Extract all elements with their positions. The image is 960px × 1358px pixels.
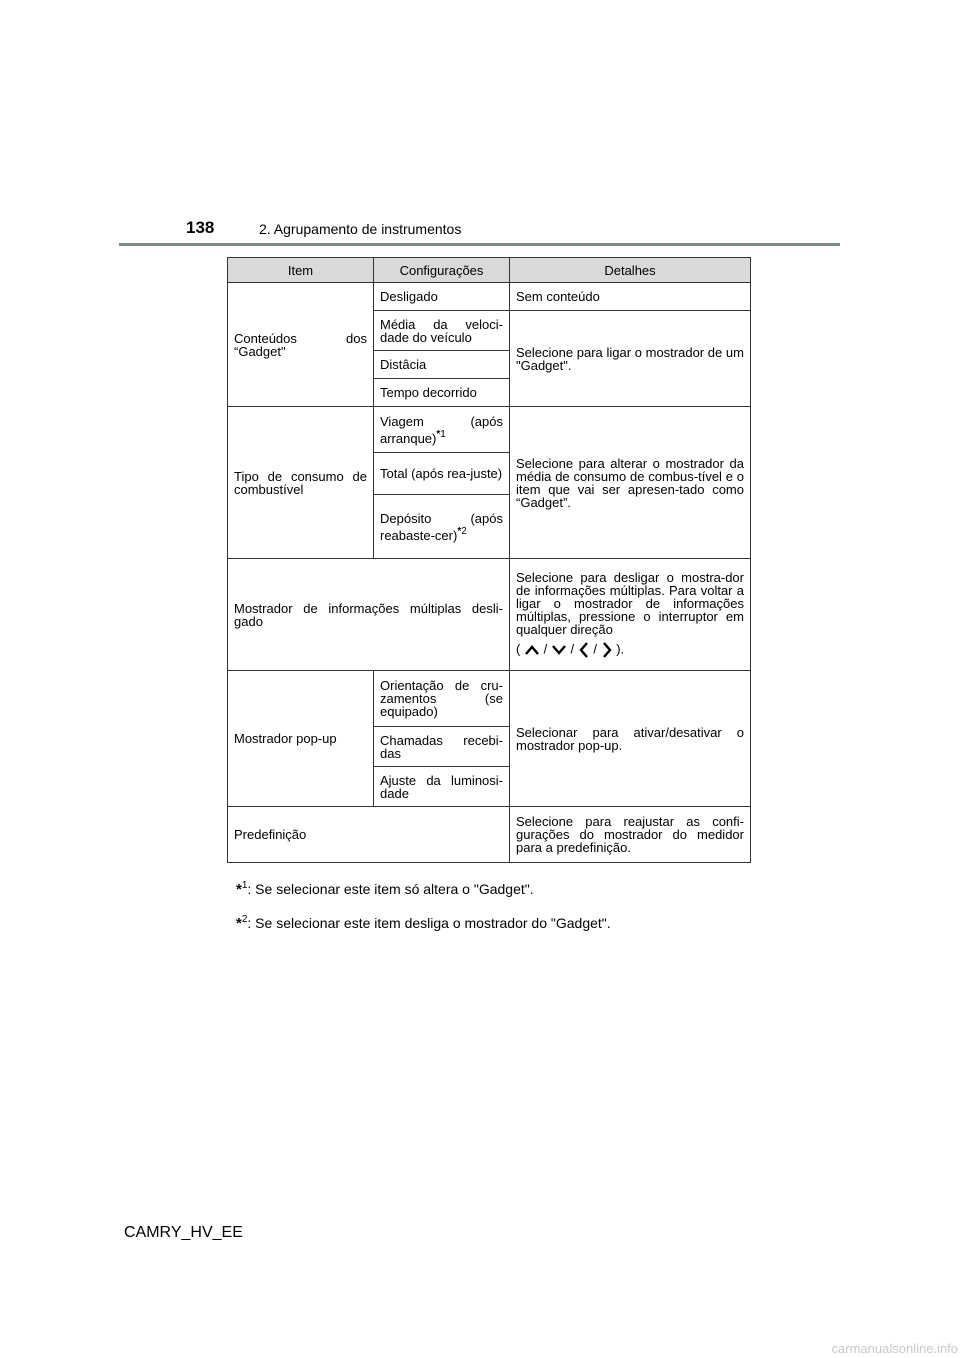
- watermark: carmanualsonline.info: [831, 1341, 958, 1356]
- setting-cell: Distâcia: [374, 351, 510, 379]
- setting-cell: Média da veloci-dade do veículo: [374, 311, 510, 351]
- table-row: [228, 671, 751, 727]
- detail-cell: Selecione para ligar o mostrador de um "Gadget".: [510, 311, 751, 407]
- chevron-left-icon: [578, 641, 590, 659]
- detail-cell: Sem conteúdo: [510, 283, 751, 311]
- item-cell-popup: Mostrador pop-up: [228, 671, 374, 807]
- column-header-settings: Configurações: [374, 258, 510, 283]
- asterisk-glyph: *: [236, 881, 242, 898]
- setting-cell: Viagem (após arranque)$^{*1}$: [374, 407, 510, 453]
- setting-cell: Ajuste da luminosi-dade: [374, 767, 510, 807]
- setting-cell: Total (após rea-juste): [374, 453, 510, 495]
- item-cell-fuel: Tipo de consumo de combustível: [228, 407, 374, 559]
- table-row: [228, 559, 751, 671]
- detail-cell: Selecionar para ativar/desativar o mostrador pop-up.: [510, 671, 751, 807]
- column-header-item: Item: [228, 258, 374, 283]
- detail-cell: Selecione para reajustar as confi-gurações do mostrador do medidor para a predefinição.: [510, 807, 751, 863]
- table-header-row: [228, 258, 751, 283]
- setting-cell: Orientação de cru-zamentos (se equipado): [374, 671, 510, 727]
- column-header-details: Detalhes: [510, 258, 751, 283]
- model-code: CAMRY_HV_EE: [124, 1224, 243, 1241]
- chevron-right-icon: [601, 641, 613, 659]
- page-number: 138: [186, 218, 215, 237]
- chevron-down-icon: [551, 644, 567, 656]
- header-rule: [119, 243, 840, 246]
- setting-cell: Depósito (após reabaste-cer)$^{*2}$: [374, 495, 510, 559]
- direction-icons-line: ( / / / ).: [516, 641, 744, 659]
- table-row: [228, 283, 751, 311]
- detail-text: Selecione para desligar o mostra-dor de informações múltiplas. Para voltar a ligar o mostrador de informações múltiplas, pressione o interruptor em qualquer direção: [516, 569, 744, 637]
- item-cell-gadget: Conteúdos dos “Gadget": [228, 283, 374, 407]
- footnote-1: *$^1$: Se selecionar este item só altera o "Gadget".: [236, 880, 534, 898]
- detail-cell: [510, 559, 751, 671]
- item-cell-reset: Predefinição: [228, 807, 510, 863]
- setting-cell: Tempo decorrido: [374, 379, 510, 407]
- table-row: [228, 807, 751, 863]
- detail-cell: Selecione para alterar o mostrador da média de consumo de combus-tível e o item que vai ser apresen-tado como “Gadget”.: [510, 407, 751, 559]
- table-row: [228, 407, 751, 453]
- setting-cell: Chamadas recebi-das: [374, 727, 510, 767]
- footnote-2: *$^2$: Se selecionar este item desliga o mostrador do "Gadget".: [236, 914, 611, 932]
- setting-cell: Desligado: [374, 283, 510, 311]
- footnote-marker: *1: [436, 428, 446, 440]
- asterisk-glyph: *: [236, 915, 242, 932]
- chevron-up-icon: [524, 644, 540, 656]
- footnote-marker: *2: [457, 525, 467, 537]
- item-cell-multi-info: Mostrador de informações múltiplas desli-gado: [228, 559, 510, 671]
- settings-table: [227, 257, 751, 863]
- section-title: 2. Agrupamento de instrumentos: [259, 221, 462, 237]
